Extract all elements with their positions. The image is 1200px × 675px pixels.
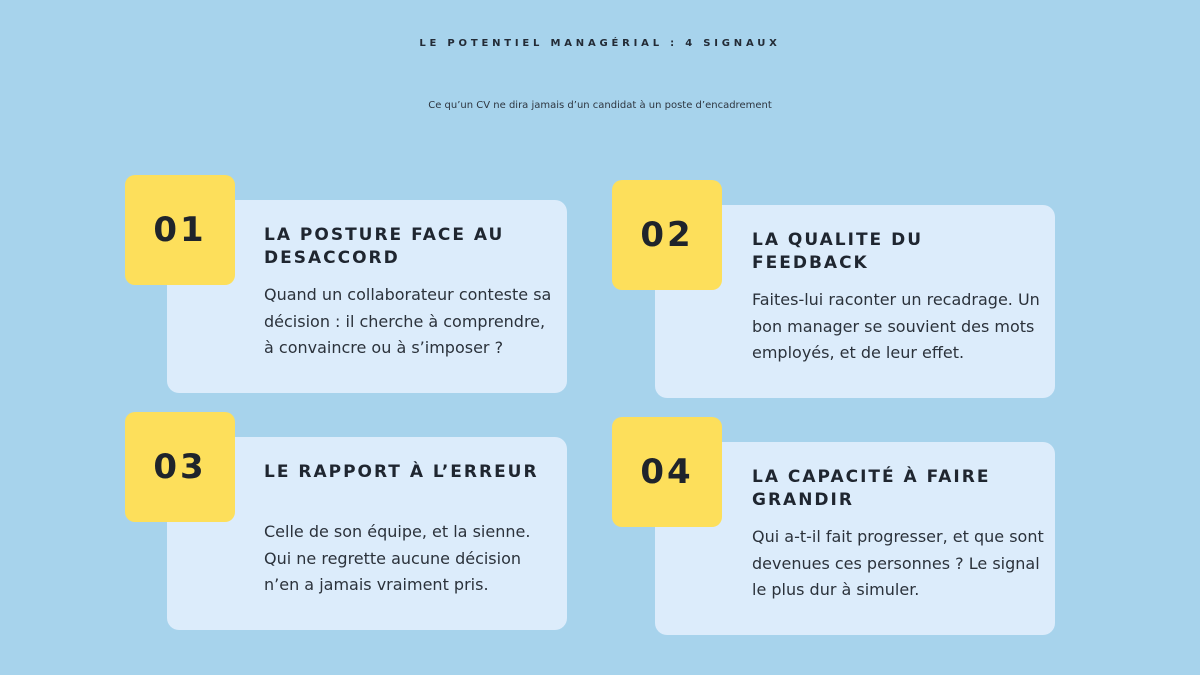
signal-text: Qui a-t-il fait progresser, et que sont devenues ces personnes ? Le signal le plus dur à simuler. [752, 527, 1044, 599]
signal-text: Quand un collaborateur conteste sa décision : il cherche à comprendre, à convaincre ou à s’imposer ? [264, 285, 552, 357]
page-subtitle: Ce qu’un CV ne dira jamais d’un candidat à un poste d’encadrement [428, 100, 772, 111]
signal-title: LA CAPACITÉ À FAIRE GRANDIR [752, 467, 991, 510]
signal-text: Faites-lui raconter un recadrage. Un bon manager se souvient des mots employés, et de leur effet. [752, 290, 1040, 362]
signal-text: Celle de son équipe, et la sienne. Qui ne regrette aucune décision n’en a jamais vraiment pris. [264, 522, 531, 594]
signal-title: LE RAPPORT À L’ERREUR [264, 462, 539, 482]
signal-number-badge: 04 [612, 417, 722, 527]
signal-title: LA QUALITE DU FEEDBACK [752, 230, 923, 273]
signal-number-badge: 03 [125, 412, 235, 522]
signal-number-badge: 01 [125, 175, 235, 285]
signal-title: LA POSTURE FACE AU DESACCORD [264, 225, 505, 268]
page-title: LE POTENTIEL MANAGÉRIAL : 4 SIGNAUX [419, 38, 781, 49]
signal-number-badge: 02 [612, 180, 722, 290]
